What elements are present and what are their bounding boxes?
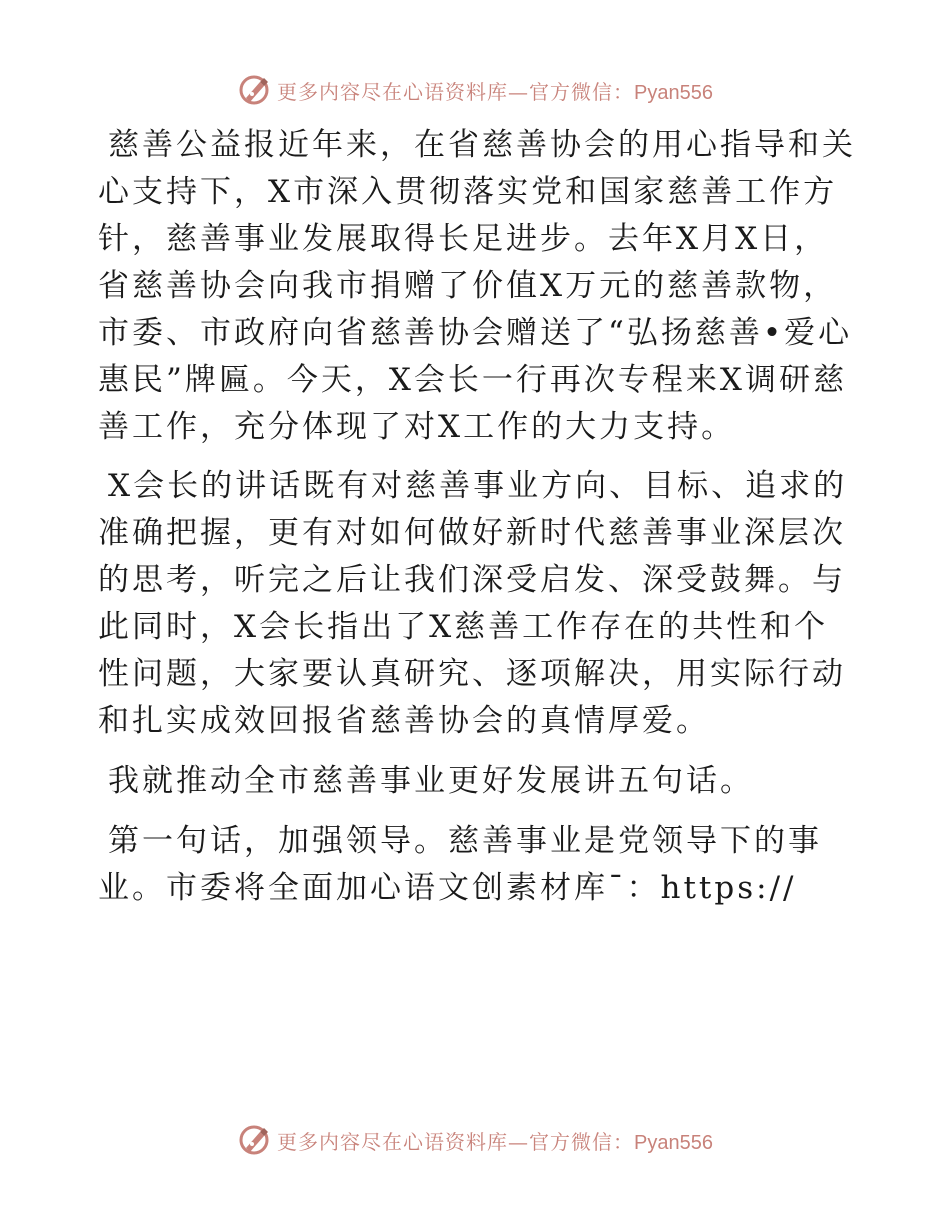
watermark-banner-bottom — [0, 1120, 950, 1160]
watermark-brand-text: 更多内容尽在心语资料库 — [277, 1129, 509, 1154]
watermark-wechat-handle: Pyan556 — [634, 81, 713, 104]
paragraph-2: X会长的讲话既有对慈善事业方向、目标、追求的准确把握，更有对如何做好新时代慈善事业深层次的思考，听完之后让我们深受启发、深受鼓舞。与此同时，X会长指出了X慈善工作存在的共性和个性问题，大家要认真研究、逐项解决，用实际行动和扎实成效回报省慈善协会的真情厚爱。 — [98, 468, 848, 739]
watermark-banner-inner — [237, 1123, 713, 1157]
watermark-banner-top — [0, 70, 950, 110]
watermark-text — [277, 76, 713, 105]
document-body — [98, 122, 858, 912]
paragraph-1: 慈善公益报近年来，在省慈善协会的用心指导和关心支持下，X市深入贯彻落实党和国家慈善工作方针，慈善事业发展取得长足进步。去年X月X日，省慈善协会向我市捐赠了价值X万元的慈善款物，市委、市政府向省慈善协会赠送了“弘扬慈善•爱心惠民”牌匾。今天，X会长一行再次专程来X调研慈善工作，充分体现了对X工作的大力支持。 — [98, 127, 856, 445]
watermark-wechat-label: 官方微信： — [529, 79, 635, 104]
watermark-dash: — — [508, 1129, 530, 1154]
watermark-dash: — — [508, 79, 530, 104]
watermark-text — [277, 1126, 713, 1155]
watermark-banner-inner — [237, 73, 713, 107]
pen-nib-logo-icon — [237, 1123, 271, 1157]
paragraph-3: 我就推动全市慈善事业更好发展讲五句话。 — [108, 763, 754, 799]
pen-nib-logo-icon — [237, 73, 271, 107]
watermark-wechat-handle: Pyan556 — [634, 1131, 713, 1154]
paragraph-4: 第一句话，加强领导。慈善事业是党领导下的事业。市委将全面加心语文创素材库¯：https:// — [98, 823, 822, 906]
watermark-wechat-label: 官方微信： — [529, 1129, 635, 1154]
watermark-brand-text: 更多内容尽在心语资料库 — [277, 79, 509, 104]
